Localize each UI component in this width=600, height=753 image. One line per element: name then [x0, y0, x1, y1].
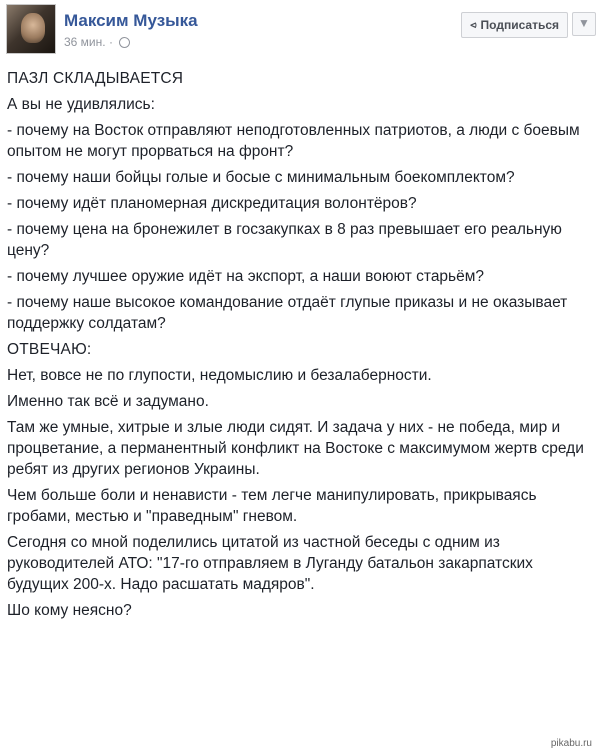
post-time[interactable]: 36 мин.	[64, 35, 106, 49]
post-paragraph: - почему наше высокое командование отдаёт глупые приказы и не оказывает поддержку солдатам?	[7, 294, 568, 332]
post-paragraph: - почему наши бойцы голые и босые с минимальным боекомплектом?	[7, 169, 515, 186]
post-paragraph: Чем больше боли и ненависти - тем легче манипулировать, прикрываясь гробами, местью и "праведным" гневом.	[7, 487, 537, 525]
post-paragraph: - почему цена на бронежилет в госзакупках в 8 раз превышает его реальную цену?	[7, 221, 562, 259]
chevron-down-icon[interactable]: ▼	[572, 12, 596, 36]
post-paragraph: - почему лучшее оружие идёт на экспорт, а наши воюют старьём?	[7, 268, 485, 285]
post-paragraph: А вы не удивлялись:	[7, 96, 155, 113]
author-name[interactable]: Максим Музыка	[64, 11, 198, 30]
separator-dot: ·	[108, 35, 117, 49]
rss-icon: ⪦	[470, 18, 477, 31]
post-paragraph: Шо кому неясно?	[7, 602, 132, 619]
post-paragraph: - почему идёт планомерная дискредитация волонтёров?	[7, 195, 417, 212]
subscribe-button[interactable]	[461, 12, 568, 38]
avatar[interactable]	[6, 4, 56, 54]
globe-icon	[119, 37, 130, 48]
post-paragraph: - почему на Восток отправляют неподготовленных патриотов, а люди с боевым опытом не могут прорваться на фронт?	[7, 122, 580, 160]
post-paragraph: Именно так всё и задумано.	[7, 393, 209, 410]
post-body	[7, 68, 592, 626]
post-meta	[64, 35, 130, 49]
post-paragraph: Нет, вовсе не по глупости, недомыслию и безалаберности.	[7, 367, 432, 384]
post-subheading: ОТВЕЧАЮ:	[7, 341, 92, 358]
post-paragraph: Там же умные, хитрые и злые люди сидят. И задача у них - не победа, мир и процветание, а перманентный конфликт на Востоке с максимумом жертв среди ребят из других регионов Украины.	[7, 419, 584, 478]
avatar-face	[21, 13, 45, 43]
watermark: pikabu.ru	[550, 738, 592, 749]
post-paragraph: Сегодня со мной поделились цитатой из частной беседы с одним из руководителей АТО: "17-го отправляем в Луганду батальон закарпатских будущих 200-х. Надо расшатать мадяров".	[7, 534, 533, 593]
subscribe-label: Подписаться	[480, 18, 559, 32]
post-header	[6, 4, 596, 60]
post-heading: ПАЗЛ СКЛАДЫВАЕТСЯ	[7, 70, 184, 87]
